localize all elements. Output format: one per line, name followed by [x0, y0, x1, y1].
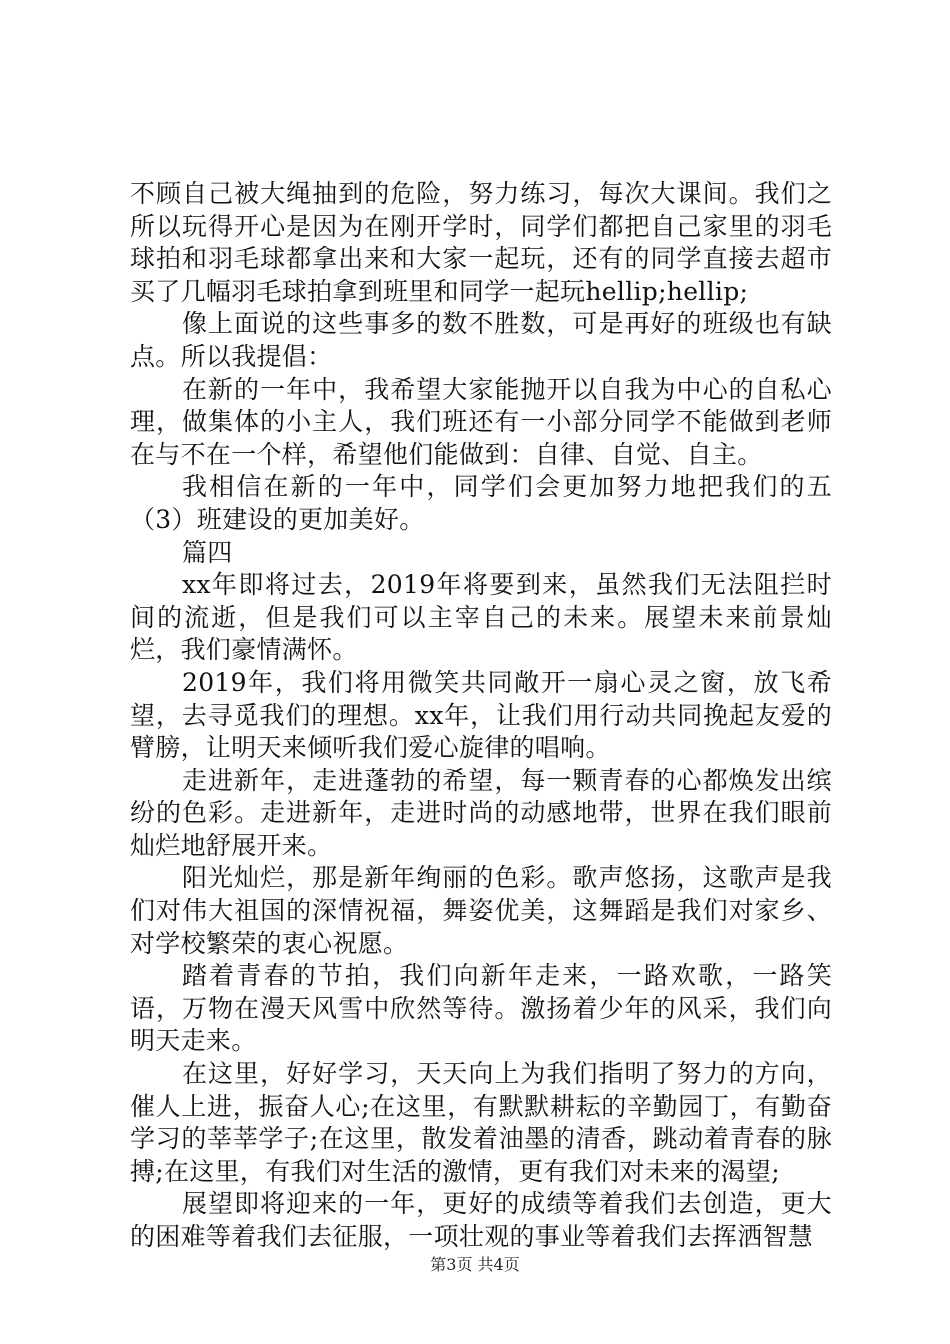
document-body — [130, 178, 832, 1254]
paragraph: 在新的一年中，我希望大家能抛开以自我为中心的自私心理，做集体的小主人，我们班还有一小部分同学不能做到老师在与不在一个样，希望他们能做到：自律、自觉、自主。 — [130, 374, 832, 469]
paragraph: 踏着青春的节拍，我们向新年走来，一路欢歌，一路笑语，万物在漫天风雪中欣然等待。激扬着少年的风采，我们向明天走来。 — [130, 961, 832, 1056]
paragraph: 在这里，好好学习，天天向上为我们指明了努力的方向，催人上进，振奋人心;在这里，有默默耕耘的辛勤园丁，有勤奋学习的莘莘学子;在这里，散发着油墨的清香，跳动着青春的脉搏;在这里，有我们对生活的激情，更有我们对未来的渴望; — [130, 1059, 832, 1186]
paragraph: 2019年，我们将用微笑共同敞开一扇心灵之窗，放飞希望，去寻觅我们的理想。xx年，让我们用行动共同挽起友爱的臂膀，让明天来倾听我们爱心旋律的唱响。 — [130, 667, 832, 763]
paragraph: 阳光灿烂，那是新年绚丽的色彩。歌声悠扬，这歌声是我们对伟大祖国的深情祝福，舞姿优美，这舞蹈是我们对家乡、对学校繁荣的衷心祝愿。 — [130, 863, 832, 958]
paragraph: 像上面说的这些事多的数不胜数，可是再好的班级也有缺点。所以我提倡： — [130, 309, 832, 371]
paragraph: 走进新年，走进蓬勃的希望，每一颗青春的心都焕发出缤纷的色彩。走进新年，走进时尚的动感地带，世界在我们眼前灿烂地舒展开来。 — [130, 765, 832, 860]
paragraph: xx年即将过去，2019年将要到来，虽然我们无法阻拦时间的流逝，但是我们可以主宰自己的未来。展望未来前景灿烂，我们豪情满怀。 — [130, 570, 832, 665]
section-heading: 篇四 — [182, 537, 233, 567]
paragraph: 展望即将迎来的一年，更好的成绩等着我们去创造，更大的困难等着我们去征服，一项壮观的事业等着我们去挥洒智慧 — [130, 1189, 832, 1251]
paragraph-continued: 不顾自己被大绳抽到的危险，努力练习，每次大课间。我们之所以玩得开心是因为在刚开学时，同学们都把自己家里的羽毛球拍和羽毛球都拿出来和大家一起玩，还有的同学直接去超市买了几幅羽毛球拍拿到班里和同学一起玩hellip;hellip; — [130, 179, 832, 306]
page-number-footer: 第3页 共4页 — [430, 1255, 520, 1274]
paragraph: 我相信在新的一年中，同学们会更加努力地把我们的五（3）班建设的更加美好。 — [130, 472, 832, 534]
